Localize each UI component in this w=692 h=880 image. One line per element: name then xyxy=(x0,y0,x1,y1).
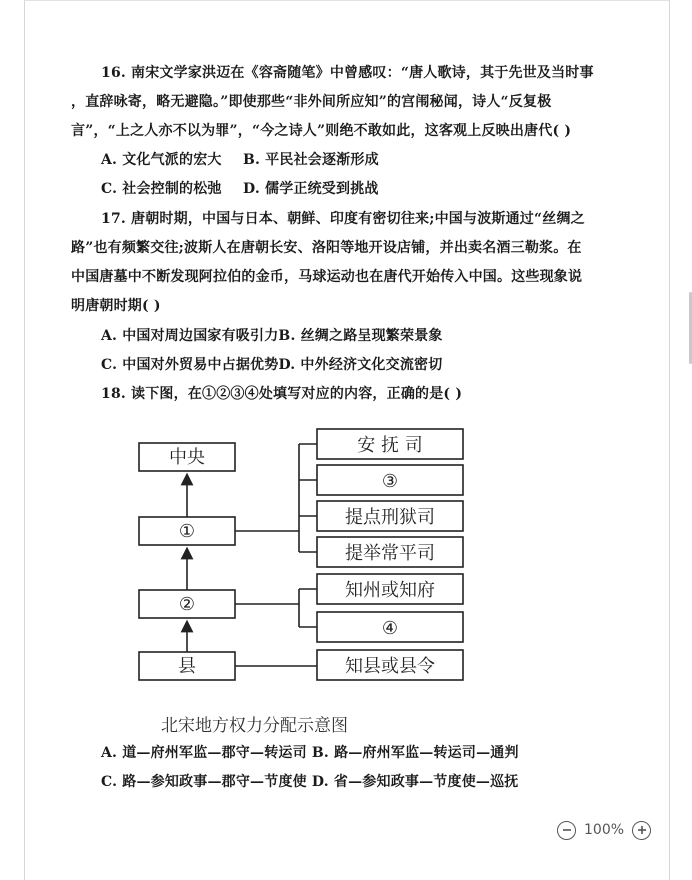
label-tidianxingyusi: 提点刑狱司 xyxy=(345,507,435,528)
label-central: 中央 xyxy=(169,447,205,468)
q17-line-3: 中国唐墓中不断发现阿拉伯的金币，马球运动也在唐代开始传入中国。这些现象说 xyxy=(71,269,583,285)
q18-options-cd: C. 路—参知政事—郡守—节度使 D. 省—参知政事—节度使—巡抚 xyxy=(101,774,519,790)
q16-option-d: D. 儒学正统受到挑战 xyxy=(243,181,379,197)
diagram-caption: 北宋地方权力分配示意图 xyxy=(161,716,348,736)
q17-line-1: 17. 唐朝时期，中国与日本、朝鲜、印度有密切往来;中国与波斯通过“丝绸之 xyxy=(101,211,585,227)
q18-options-ab: A. 道—府州军监—郡守—转运司 B. 路—府州军监—转运司—通判 xyxy=(101,745,519,761)
q16-line-1: 16. 南宋文学家洪迈在《容斋随笔》中曾感叹：“唐人歌诗，其于先世及当时事 xyxy=(101,65,594,81)
label-zhizhou: 知州或知府 xyxy=(345,580,435,601)
label-3: ③ xyxy=(381,471,399,492)
q16-line-3: 言”，“上之人亦不以为罪”，“今之诗人”则绝不敢如此，这客观上反映出唐代( ) xyxy=(71,123,572,139)
q16-line-2: ，直辞咏寄，略无避隐。”即使那些“非外间所应知”的宫闱秘闻，诗人“反复极 xyxy=(71,94,552,110)
label-county: 县 xyxy=(178,656,196,677)
q16-option-a: A. 文化气派的宏大 xyxy=(101,152,222,168)
label-4: ④ xyxy=(381,618,399,639)
q18-stem: 18. 读下图，在①②③④处填写对应的内容，正确的是( ) xyxy=(101,386,463,402)
q17-options-ab: A. 中国对周边国家有吸引力B. 丝绸之路呈现繁荣景象 xyxy=(101,328,443,344)
document-page xyxy=(24,0,670,880)
zoom-level: 100% xyxy=(584,822,625,838)
label-anfusi: 安 抚 司 xyxy=(357,435,423,456)
q17-line-4: 明唐朝时期( ) xyxy=(71,298,161,314)
power-distribution-diagram xyxy=(129,421,474,696)
label-zhixian: 知县或县令 xyxy=(345,656,435,677)
zoom-out-icon[interactable] xyxy=(557,821,576,840)
label-1: ① xyxy=(178,521,196,542)
q17-line-2: 路”也有频繁交往;波斯人在唐朝长安、洛阳等地开设店铺，并出卖名酒三勒浆。在 xyxy=(71,240,582,256)
zoom-control xyxy=(557,817,651,843)
q17-options-cd: C. 中国对外贸易中占据优势D. 中外经济文化交流密切 xyxy=(101,357,443,373)
q16-option-c: C. 社会控制的松弛 xyxy=(101,181,222,197)
label-tijuchangpingsi: 提举常平司 xyxy=(345,543,435,564)
label-2: ② xyxy=(178,594,196,615)
q16-option-b: B. 平民社会逐渐形成 xyxy=(243,152,379,168)
zoom-in-icon[interactable] xyxy=(632,821,651,840)
